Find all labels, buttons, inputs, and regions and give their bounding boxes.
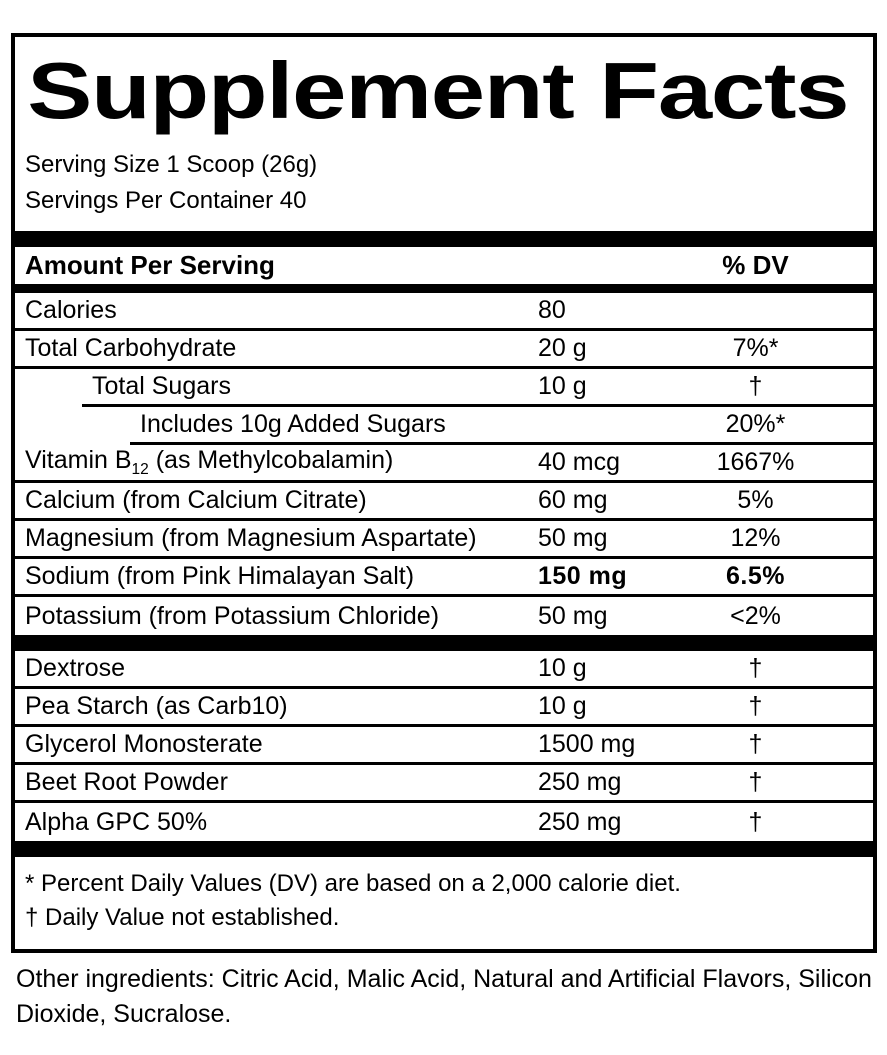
nutrient-amount: 40 mcg — [538, 448, 620, 476]
nutrient-dv: † — [748, 372, 763, 400]
nutrient-dv: † — [748, 654, 763, 682]
nutrient-name: Beet Root Powder — [25, 768, 228, 796]
nutrient-name: Pea Starch (as Carb10) — [25, 692, 288, 720]
serving-size-text: Serving Size 1 Scoop (26g) — [25, 151, 318, 178]
row-dextrose — [15, 651, 873, 689]
row-vitamin-b12 — [15, 445, 873, 483]
servings-per-container-text: Servings Per Container 40 — [25, 187, 307, 214]
table-header — [15, 247, 873, 293]
row-total-sugars — [82, 369, 873, 407]
row-calories — [15, 293, 873, 331]
nutrient-name: Calories — [25, 296, 117, 324]
nutrient-dv: 7%* — [732, 334, 779, 362]
nutrient-dv: 12% — [730, 524, 781, 552]
row-magnesium-from-magnesium-aspartate — [15, 521, 873, 559]
section-divider — [15, 841, 873, 857]
nutrient-dv: † — [748, 807, 763, 836]
nutrient-name: Sodium (from Pink Himalayan Salt) — [25, 562, 415, 590]
nutrient-amount: 250 mg — [538, 768, 622, 796]
nutrient-name: Total Carbohydrate — [25, 334, 237, 362]
nutrient-dv: † — [748, 730, 763, 758]
nutrient-amount: 10 g — [538, 692, 587, 720]
nutrient-amount: 250 mg — [538, 807, 622, 836]
nutrient-amount: 10 g — [538, 372, 587, 400]
nutrient-name: Glycerol Monosterate — [25, 730, 263, 758]
nutrient-amount: 1500 mg — [538, 730, 636, 758]
nutrient-name: Alpha GPC 50% — [25, 807, 208, 836]
row-includes-10g-added-sugars — [130, 407, 873, 445]
nutrient-amount: 10 g — [538, 654, 587, 682]
nutrient-amount: 150 mg — [538, 562, 628, 590]
footnote-percent-dv: * Percent Daily Values (DV) are based on a 2,000 calorie diet. — [25, 870, 681, 897]
row-glycerol-monosterate — [15, 727, 873, 765]
nutrient-name: Includes 10g Added Sugars — [140, 410, 446, 438]
row-sodium-from-pink-himalayan-salt — [15, 559, 873, 597]
section-divider — [15, 635, 873, 651]
nutrient-dv: 5% — [737, 486, 774, 514]
nutrient-dv: 20%* — [725, 410, 786, 438]
nutrient-dv: † — [748, 768, 763, 796]
percent-dv-label: % DV — [722, 250, 789, 280]
row-potassium-from-potassium-chloride — [15, 597, 873, 635]
amount-per-serving-label: Amount Per Serving — [25, 250, 275, 280]
nutrient-name: Calcium (from Calcium Citrate) — [25, 486, 367, 514]
supplement-facts-panel — [11, 33, 877, 953]
nutrient-name: Total Sugars — [92, 372, 231, 400]
row-beet-root-powder — [15, 765, 873, 803]
nutrient-name: Vitamin $B_{12}$ (as Methylcobalamin) — [25, 446, 394, 478]
nutrient-amount: 20 g — [538, 334, 587, 362]
nutrient-name: Magnesium (from Magnesium Aspartate) — [25, 524, 477, 552]
row-alpha-gpc-50 — [15, 803, 873, 841]
footnote-dagger: † Daily Value not established. — [25, 904, 340, 931]
other-ingredients-text: Other ingredients: Citric Acid, Malic Acid, Natural and Artificial Flavors, Silicon Dioxide, Sucralose. — [16, 965, 872, 1028]
nutrient-name: Dextrose — [25, 654, 126, 682]
nutrient-dv: 6.5% — [726, 562, 785, 590]
nutrient-dv: <2% — [730, 601, 781, 630]
row-calcium-from-calcium-citrate — [15, 483, 873, 521]
footnotes — [15, 857, 873, 949]
nutrient-dv: 1667% — [716, 448, 795, 476]
nutrient-amount: 50 mg — [538, 524, 608, 552]
row-total-carbohydrate — [15, 331, 873, 369]
nutrient-name: Potassium (from Potassium Chloride) — [25, 601, 440, 630]
section-divider — [15, 231, 873, 247]
nutrient-amount: 60 mg — [538, 486, 608, 514]
nutrient-amount: 50 mg — [538, 601, 608, 630]
row-pea-starch-as-carb10 — [15, 689, 873, 727]
nutrient-table — [15, 293, 873, 857]
nutrient-dv: † — [748, 692, 763, 720]
nutrient-amount: 80 — [538, 296, 566, 324]
panel-title: Supplement Facts — [27, 46, 849, 135]
serving-info — [15, 147, 873, 219]
